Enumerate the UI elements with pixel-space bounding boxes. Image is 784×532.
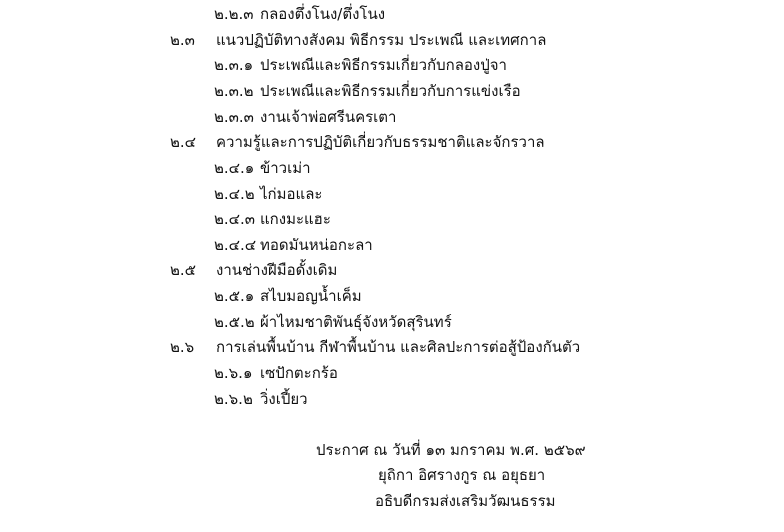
list-item — [214, 363, 338, 383]
section-heading — [170, 260, 337, 280]
section-heading — [170, 337, 580, 357]
item-number: ๒.๕.๒ — [214, 313, 255, 331]
item-number: ๒.๒.๓ — [214, 5, 254, 23]
section-title: แนวปฏิบัติทางสังคม พิธีกรรม ประเพณี และเทศกาล — [216, 31, 547, 49]
announcement-date: ประกาศ ณ วันที่ ๑๓ มกราคม พ.ศ. ๒๕๖๙ — [316, 441, 586, 459]
section-title: การเล่นพื้นบ้าน กีฬาพื้นบ้าน และศิลปะการต่อสู้ป้องกันตัว — [216, 338, 581, 356]
item-text: ทอดมันหน่อกะลา — [260, 236, 373, 254]
list-item — [214, 235, 373, 255]
list-item — [214, 4, 385, 24]
item-number: ๒.๕.๑ — [214, 287, 255, 305]
section-number: ๒.๓ — [170, 31, 195, 49]
item-text: ข้าวเม่า — [260, 159, 311, 177]
section-number: ๒.๕ — [170, 261, 197, 279]
item-text: สไบมอญน้ำเค็ม — [260, 287, 362, 305]
list-item — [214, 209, 331, 229]
list-item — [214, 55, 507, 75]
list-item — [214, 389, 308, 409]
section-heading — [170, 132, 545, 152]
item-text: ผ้าไหมชาติพันธุ์จังหวัดสุรินทร์ — [260, 313, 452, 331]
list-item — [214, 286, 362, 306]
list-item — [214, 81, 521, 101]
section-heading — [170, 30, 546, 50]
list-item — [214, 158, 311, 178]
section-title: งานช่างฝีมือดั้งเดิม — [216, 261, 338, 279]
item-text: เซปักตะกร้อ — [260, 364, 338, 382]
item-text: แกงมะแฮะ — [260, 210, 331, 228]
item-number: ๒.๓.๓ — [214, 108, 254, 126]
list-item — [214, 312, 452, 332]
item-text: ไก่มอและ — [260, 185, 323, 203]
signatory-name: ยุถิกา อิศรางกูร ณ อยุธยา — [378, 466, 546, 484]
item-text: ประเพณีและพิธีกรรมเกี่ยวกับการแข่งเรือ — [260, 82, 521, 100]
section-number: ๒.๔ — [170, 133, 197, 151]
section-title: ความรู้และการปฏิบัติเกี่ยวกับธรรมชาติและจักรวาล — [216, 133, 545, 151]
item-text: วิ่งเปี้ยว — [260, 390, 308, 408]
item-text: งานเจ้าพ่อศรีนครเตา — [260, 108, 397, 126]
item-number: ๒.๓.๑ — [214, 56, 254, 74]
item-number: ๒.๔.๒ — [214, 185, 255, 203]
item-number: ๒.๖.๑ — [214, 364, 253, 382]
item-number: ๒.๔.๓ — [214, 210, 256, 228]
item-number: ๒.๔.๔ — [214, 236, 257, 254]
item-number: ๒.๓.๒ — [214, 82, 254, 100]
item-text: กลองตึ่งโนง/ตึ่งโนง — [260, 5, 386, 23]
section-number: ๒.๖ — [170, 338, 195, 356]
item-text: ประเพณีและพิธีกรรมเกี่ยวกับกลองปู่จา — [260, 56, 507, 74]
item-number: ๒.๔.๑ — [214, 159, 255, 177]
signatory-position: อธิบดีกรมส่งเสริมวัฒนธรรม — [375, 492, 556, 510]
item-number: ๒.๖.๒ — [214, 390, 253, 408]
list-item — [214, 107, 396, 127]
list-item — [214, 184, 322, 204]
